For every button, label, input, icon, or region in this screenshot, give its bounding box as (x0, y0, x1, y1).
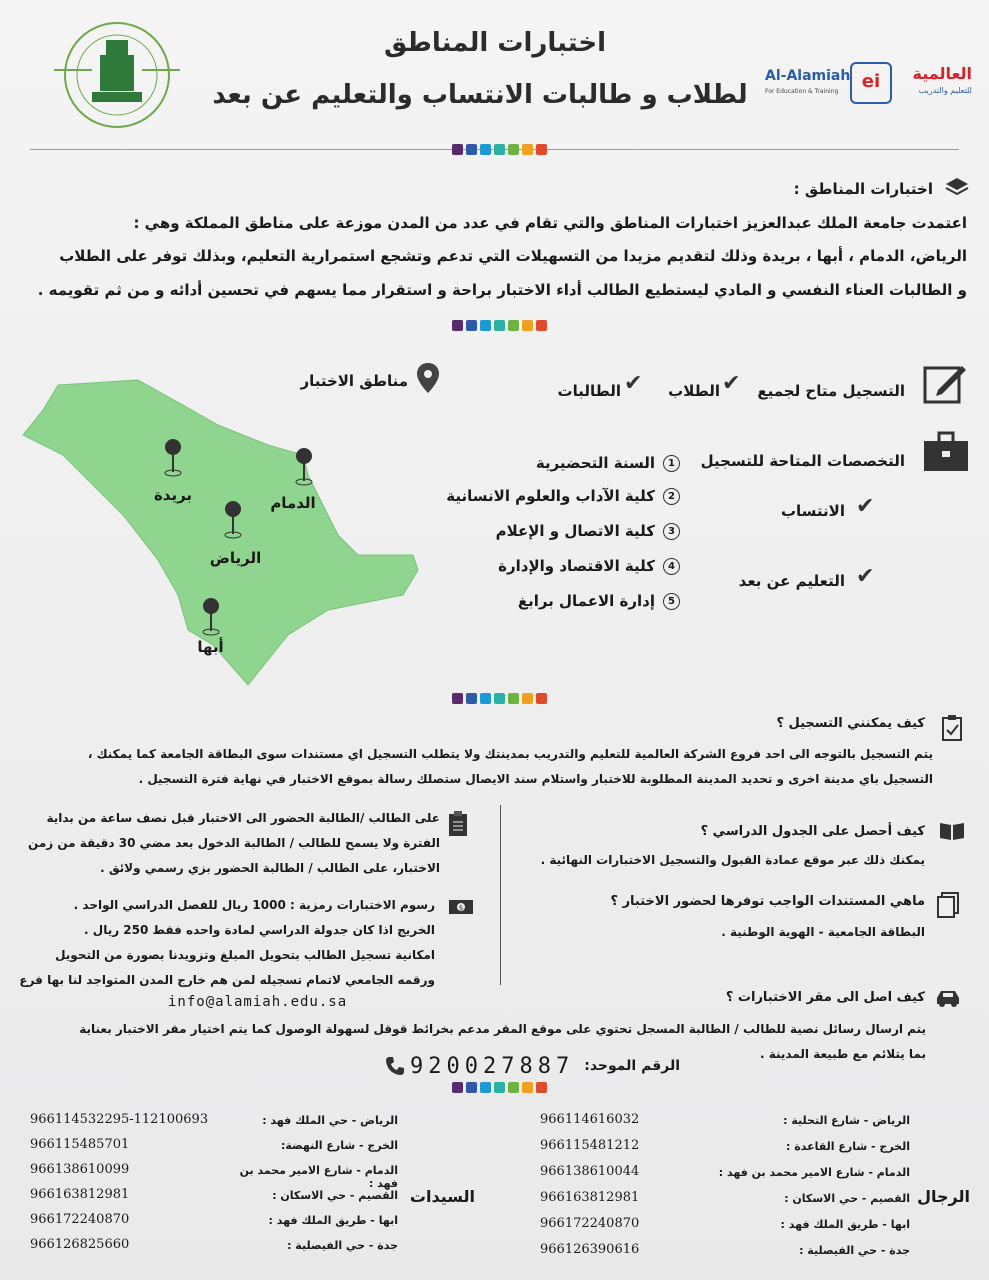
contact-phone[interactable]: 966172240870 (30, 1212, 130, 1227)
faq-q4: كيف اصل الى مقر الاختبارات ؟ (725, 990, 925, 1005)
brand-ar-sub: للتعليم والتدريب (918, 86, 972, 95)
check-icon: ✔ (856, 494, 875, 519)
color-dot (536, 1082, 547, 1093)
color-dot (480, 320, 491, 331)
map-city-dammam: الدمام (270, 494, 316, 512)
contact-place: القصيم - حي الاسكان : (784, 1192, 910, 1205)
contact-place: ابها - طريق الملك فهد : (780, 1218, 910, 1231)
faq-a3: البطاقة الجامعية - الهوية الوطنية . (721, 925, 925, 939)
color-dot (466, 320, 477, 331)
color-dot (536, 320, 547, 331)
contact-place: الخرج - شارع النهضة: (280, 1139, 398, 1152)
attendance-line3: الاختبار، على الطالب / الطالبة الحضور بزي رسمي ولائق . (100, 861, 440, 875)
contact-phone[interactable]: 966126390616 (540, 1242, 640, 1257)
faq-a1-line1: يتم التسجيل بالتوجه الى احد فروع الشركة العالمية للتعليم والتدريب بمدينتك ولا يتطلب التسجيل اي مستندات سوى البطاقة الجامعة كما يمكنك ، (87, 747, 933, 761)
color-dot (494, 320, 505, 331)
column-divider (500, 805, 501, 985)
contact-phone[interactable]: 966115481212 (540, 1138, 640, 1153)
color-dot (522, 144, 533, 155)
email-link[interactable]: info@alamiah.edu.sa (168, 994, 348, 1010)
faq-q3: ماهي المستندات الواجب توفرها لحضور الاختبار ؟ (610, 894, 925, 909)
color-dot (452, 1082, 463, 1093)
color-dot (494, 693, 505, 704)
clipboard-icon (941, 714, 963, 746)
faq-a2: يمكنك ذلك عبر موقع عمادة القبول والتسجيل الاختبارات النهائية . (540, 853, 925, 867)
contacts-women-label: السيدات (409, 1187, 475, 1206)
contact-place: الدمام - شارع الامير محمد بن فهد : (718, 1166, 910, 1179)
contact-row (540, 1216, 910, 1240)
hotline-number[interactable]: 920027887 (410, 1054, 575, 1079)
hotline-label: الرقم الموحد: (584, 1058, 680, 1074)
map-city-abha: أبها (197, 638, 224, 656)
svg-text:$: $ (458, 904, 464, 912)
fees-line1: رسوم الاختبارات رمزية : 1000 ريال للفصل الدراسي الواحد . (73, 898, 435, 912)
contact-place: ابها - طريق الملك فهد : (268, 1214, 398, 1227)
major-item-2: 2كلية الآداب والعلوم الانسانية (400, 481, 680, 511)
brand-en: Al-Alamiah (765, 68, 851, 84)
color-dot (522, 1082, 533, 1093)
contact-phone[interactable]: 966114616032 (540, 1112, 640, 1127)
contact-row (540, 1164, 910, 1188)
color-dot (466, 144, 477, 155)
layers-icon (944, 176, 970, 202)
map-city-buraydah: بريدة (153, 486, 193, 504)
major-item-3: 3كلية الاتصال و الإعلام (430, 516, 680, 546)
fees-line2: الخريج اذا كان جدولة الدراسي لمادة واحده فقط 250 ريال . (84, 923, 435, 937)
contact-phone[interactable]: 966138610099 (30, 1162, 130, 1177)
check-icon: ✔ (722, 371, 741, 396)
check-icon: ✔ (856, 564, 875, 589)
color-dot (508, 144, 519, 155)
women-contacts (30, 1112, 398, 1272)
contact-phone[interactable]: 966126825660 (30, 1237, 130, 1252)
color-dots (452, 1082, 547, 1093)
contact-phone[interactable]: 966163812981 (30, 1187, 130, 1202)
page-title: اختبارات المناطق (383, 28, 607, 58)
brand-mark-icon: ei (850, 62, 892, 104)
university-logo (42, 20, 192, 130)
contact-place: القصيم - حي الاسكان : (272, 1189, 398, 1202)
color-dot (522, 320, 533, 331)
contact-row (30, 1137, 398, 1161)
color-dot (466, 1082, 477, 1093)
edit-icon (922, 360, 968, 410)
mode-distance: التعليم عن بعد (738, 572, 845, 590)
color-dots (452, 693, 547, 704)
fees-line4: ورقمه الجامعي لاتمام تسجيله لمن هم خارج المدن المتواجد لنا بها فرع (19, 973, 435, 987)
color-dot (508, 1082, 519, 1093)
contact-place: الرياض - شارع التحلية : (783, 1114, 910, 1127)
color-dot (536, 144, 547, 155)
contact-phone[interactable]: 966138610044 (540, 1164, 640, 1179)
clipboard-icon (447, 810, 469, 842)
contact-row (540, 1190, 910, 1214)
contact-phone[interactable]: 966114532295-112100693 (30, 1112, 209, 1127)
color-dots (452, 320, 547, 331)
contact-phone[interactable]: 966172240870 (540, 1216, 640, 1231)
color-dot (452, 693, 463, 704)
color-dot (508, 320, 519, 331)
attendance-line1: على الطالب /الطالبة الحضور الى الاختبار قبل نصف ساعة من بداية (46, 811, 440, 825)
phone-icon (384, 1055, 406, 1081)
major-item-1: 1السنة التحضيرية (450, 448, 680, 478)
car-icon (934, 988, 962, 1012)
pin-icon (224, 500, 242, 544)
map-city-riyadh: الرياض (209, 549, 262, 567)
pin-icon (295, 447, 313, 491)
briefcase-icon (922, 429, 970, 477)
contact-place: الدمام - شارع الامير محمد بن فهد : (239, 1164, 398, 1190)
color-dot (494, 1082, 505, 1093)
contact-row (30, 1212, 398, 1236)
map-title: مناطق الاختبار (300, 372, 408, 390)
pin-icon (164, 438, 182, 482)
attendance-line2: الفترة ولا يسمح للطالب / الطالبة الدخول بعد مضي 30 دقيقة من زمن (28, 836, 440, 850)
contact-row (30, 1162, 398, 1190)
mode-affiliation: الانتساب (780, 502, 845, 520)
contact-place: جدة - حي الفيصلية : (799, 1244, 910, 1257)
color-dot (452, 144, 463, 155)
contacts-men-label: الرجال (917, 1187, 970, 1206)
color-dot (480, 144, 491, 155)
faq-q2: كيف أحصل على الجدول الدراسي ؟ (700, 824, 925, 839)
faq-a4-line2: بما يتلائم مع طبيعة المدينة . (760, 1047, 926, 1061)
majors-label: التخصصات المتاحة للتسجيل (700, 452, 905, 470)
faq-a4-line1: يتم ارسال رسائل نصية للطالب / الطالبة المسجل تحتوي على موقع المقر مدعم بخرائط قوقل لسهولة الوصول كما يتم اختيار مقر الاختبار بعناية (79, 1022, 926, 1036)
book-icon (938, 820, 966, 846)
color-dot (536, 693, 547, 704)
major-item-4: 4كلية الاقتصاد والإدارة (430, 551, 680, 581)
color-dot (508, 693, 519, 704)
color-dot (452, 320, 463, 331)
color-dots (452, 144, 547, 155)
color-dot (480, 693, 491, 704)
registration-opt-female: الطالبات (557, 382, 621, 400)
fees-line3: امكانية تسجيل الطالب بتحويل المبلغ وتزويدنا بصورة من التحويل (55, 948, 435, 962)
color-dot (522, 693, 533, 704)
registration-label: التسجيل متاح لجميع (757, 382, 905, 400)
money-icon (448, 898, 474, 920)
contact-row (540, 1242, 910, 1266)
contact-row (30, 1112, 398, 1136)
faq-a1-line2: التسجيل باي مدينة اخرى و تحديد المدينة المطلوبة للاختبار واستلام سند الايصال ستصلك رسالة بموقع الاختبار في نهاية فترة التسجيل . (138, 772, 933, 786)
contact-phone[interactable]: 966115485701 (30, 1137, 130, 1152)
contact-row (540, 1112, 910, 1136)
check-icon: ✔ (624, 371, 643, 396)
contact-place: جدة - حي الفيصلية : (287, 1239, 398, 1252)
brand-ar: العالمية (912, 64, 972, 83)
registration-opt-male: الطلاب (668, 382, 720, 400)
contact-place: الرياض - حي الملك فهد : (262, 1114, 398, 1127)
men-contacts (540, 1112, 910, 1272)
page-subtitle: لطلاب و طالبات الانتساب والتعليم عن بعد (212, 80, 748, 110)
major-item-5: 5إدارة الاعمال برابغ (430, 586, 680, 616)
contact-phone[interactable]: 966163812981 (540, 1190, 640, 1205)
location-pin-icon (415, 362, 441, 398)
documents-icon (936, 892, 960, 922)
color-dot (494, 144, 505, 155)
brand-logo (765, 58, 980, 103)
faq-q1: كيف يمكنني التسجيل ؟ (776, 716, 925, 731)
intro-line-2: الرياض، الدمام ، أبها ، بريدة وذلك لتقديم مزيدا من التسهيلات التي تدعم وتشجع استمرارية التعليم، وبذلك توفر على الطلاب (59, 247, 967, 265)
intro-heading: اختبارات المناطق : (793, 180, 933, 198)
contact-place: الخرج - شارع القاعدة : (786, 1140, 910, 1153)
contact-row (30, 1237, 398, 1261)
contact-row (540, 1138, 910, 1162)
color-dot (466, 693, 477, 704)
intro-line-3: و الطالبات العناء النفسي و المادي ليستطيع الطالب أداء الاختبار براحة و استقرار مما يسهم في تحسين أدائه و من ثم تقويمه . (37, 281, 967, 299)
intro-line-1: اعتمدت جامعة الملك عبدالعزيز اختبارات المناطق والتي تقام في عدد من المدن موزعة على مناطق المملكة وهي : (133, 214, 967, 232)
contact-row (30, 1187, 398, 1211)
color-dot (480, 1082, 491, 1093)
brand-en-sub: For Education & Training (765, 88, 839, 95)
